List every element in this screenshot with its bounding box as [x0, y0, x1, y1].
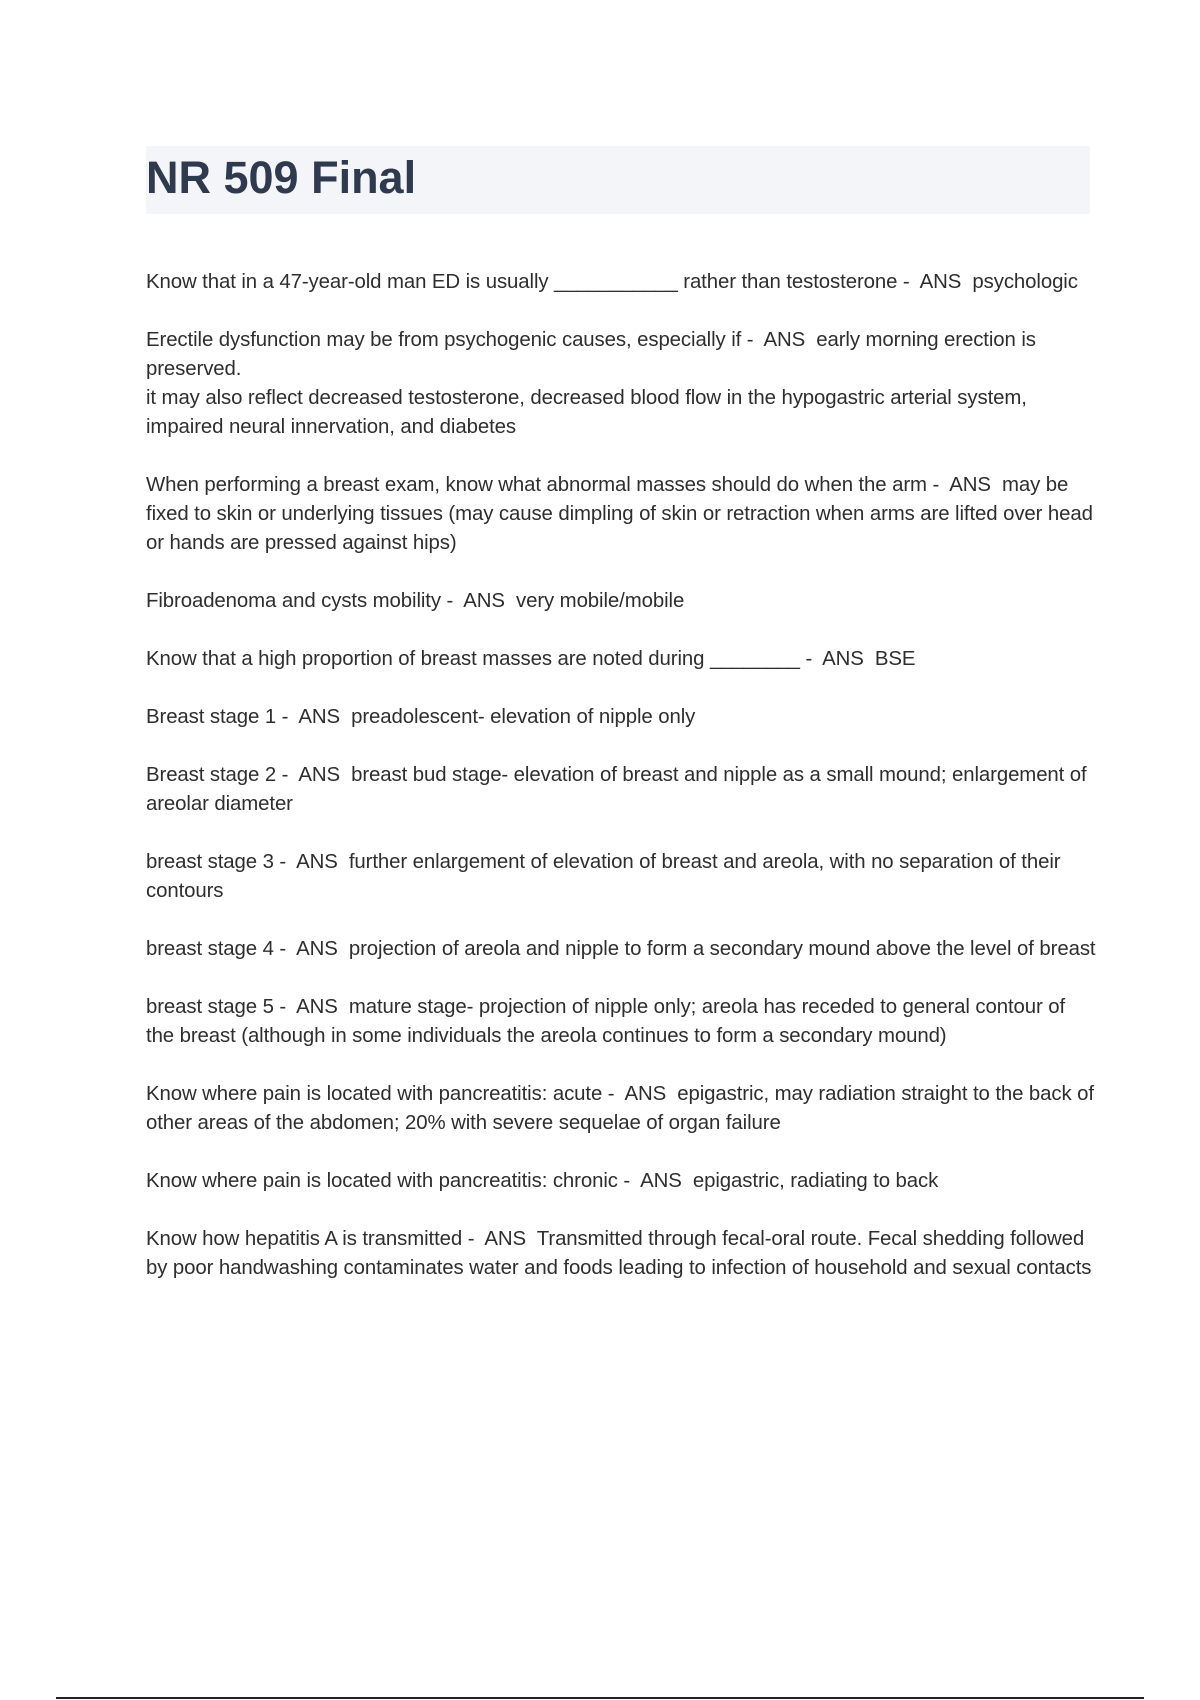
qa-answer: mature stage- projection of nipple only; areola has receded to general contour of the breast (although in some individuals the areola continues to form a secondary mound) [146, 996, 1071, 1047]
qa-item [146, 761, 1096, 819]
qa-question: breast stage 3 [146, 851, 274, 873]
qa-item [146, 268, 1096, 297]
qa-list [146, 268, 1100, 1312]
page-title: NR 509 Final [146, 152, 417, 203]
qa-separator: - ANS [602, 1083, 678, 1105]
qa-question: When performing a breast exam, know what abnormal masses should do when the arm [146, 474, 927, 496]
qa-answer: breast bud stage- elevation of breast and nipple as a small mound; enlargement of areolar diameter [146, 764, 1093, 815]
qa-separator: - ANS [440, 590, 516, 612]
qa-question: breast stage 5 [146, 996, 274, 1018]
qa-item [146, 993, 1096, 1051]
page-bottom-rule [56, 1697, 1144, 1699]
qa-separator: - ANS [462, 1228, 537, 1250]
qa-question: Erectile dysfunction may be from psychogenic causes, especially if [146, 329, 742, 351]
qa-separator: - ANS [273, 938, 349, 960]
qa-answer: Transmitted through fecal-oral route. Fecal shedding followed by poor handwashing contaminates water and foods leading to infection of household and sexual contacts [146, 1228, 1092, 1279]
qa-question: Know where pain is located with pancreatitis: chronic [146, 1170, 618, 1192]
qa-separator: - ANS [799, 648, 875, 670]
qa-question: Know how hepatitis A is transmitted [146, 1228, 463, 1250]
qa-question: Fibroadenoma and cysts mobility [146, 590, 441, 612]
qa-question: Know where pain is located with pancreatitis: acute [146, 1083, 603, 1105]
qa-separator: - ANS [276, 764, 352, 786]
qa-item [146, 326, 1096, 442]
qa-answer: very mobile/mobile [516, 590, 685, 612]
qa-item [146, 1225, 1096, 1283]
qa-item [146, 848, 1096, 906]
qa-separator: - ANS [273, 996, 349, 1018]
qa-answer: psychologic [972, 271, 1078, 293]
qa-item [146, 587, 1096, 616]
qa-separator: - ANS [897, 271, 973, 293]
qa-question: Breast stage 1 [146, 706, 277, 728]
qa-answer: early morning erection is preserved. [146, 329, 1042, 380]
qa-separator: - ANS [276, 706, 352, 728]
qa-answer: further enlargement of elevation of breast and areola, with no separation of their contours [146, 851, 1067, 902]
qa-separator: - ANS [926, 474, 1002, 496]
qa-answer: preadolescent- elevation of nipple only [351, 706, 696, 728]
qa-answer: projection of areola and nipple to form a secondary mound above the level of breast [348, 938, 1096, 960]
qa-answer: may be fixed to skin or underlying tissues (may cause dimpling of skin or retraction when arms are lifted over head or hands are pressed against hips) [146, 474, 1099, 554]
qa-question: Know that a high proportion of breast masses are noted during ________ [146, 648, 800, 670]
qa-item [146, 703, 1096, 732]
qa-answer-continuation: it may also reflect decreased testosterone, decreased blood flow in the hypogastric arterial system, impaired neural innervation, and diabetes [146, 387, 1027, 438]
qa-separator: - ANS [741, 329, 817, 351]
qa-answer: epigastric, may radiation straight to the back of other areas of the abdomen; 20% with severe sequelae of organ failure [146, 1083, 1100, 1134]
qa-item [146, 471, 1099, 558]
qa-separator: - ANS [617, 1170, 693, 1192]
qa-item [146, 935, 1096, 964]
title-band [146, 146, 1090, 214]
qa-question: breast stage 4 [146, 938, 274, 960]
qa-item [146, 1080, 1100, 1138]
qa-answer: epigastric, radiating to back [692, 1170, 939, 1192]
qa-item [146, 1167, 1096, 1196]
qa-item [146, 645, 1096, 674]
qa-question: Know that in a 47-year-old man ED is usually ___________ rather than testosterone [146, 271, 898, 293]
qa-separator: - ANS [273, 851, 349, 873]
qa-question: Breast stage 2 [146, 764, 277, 786]
qa-answer: BSE [874, 648, 916, 670]
